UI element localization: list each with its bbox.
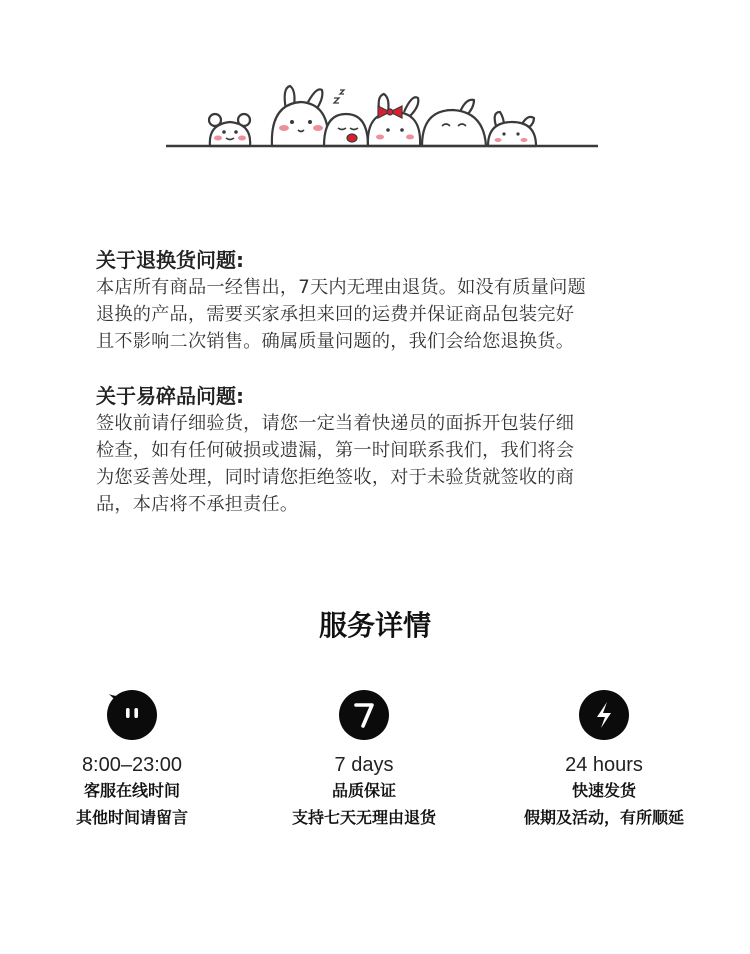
fragile-policy-line: 为您妥善处理，同时请您拒绝签收，对于未验货就签收的商 — [96, 467, 575, 488]
lightning-icon — [579, 690, 629, 740]
service-hours-note: 其他时间请留言 — [75, 808, 188, 827]
service-details-title: 服务详情 — [318, 609, 431, 642]
returns-policy-line: 本店所有商品一经售出，7天内无理由退货。如没有质量问题 — [96, 277, 586, 298]
service-shipping-value: 24 hours — [565, 754, 643, 776]
returns-policy-section — [96, 246, 676, 355]
returns-policy-text — [96, 274, 676, 355]
service-shipping-note: 假期及活动，有所顺延 — [523, 808, 684, 827]
service-quality-label: 品质保证 — [331, 781, 396, 800]
returns-policy-title: 关于退换货问题: — [96, 248, 244, 272]
chat-bubble-icon — [107, 690, 157, 740]
service-hours-label: 客服在线时间 — [83, 781, 180, 800]
service-item-hours — [12, 690, 252, 831]
seven-icon — [339, 690, 389, 740]
service-item-shipping — [484, 690, 724, 831]
bunny-characters-illustration — [166, 82, 598, 150]
returns-policy-line: 退换的产品，需要买家承担来回的运费并保证商品包装完好 — [96, 304, 575, 325]
returns-policy-line: 且不影响二次销售。确属质量问题的，我们会给您退换货。 — [96, 331, 575, 352]
service-item-quality — [244, 690, 484, 831]
fragile-policy-section — [96, 382, 676, 518]
fragile-policy-line: 检查，如有任何破损或遗漏，第一时间联系我们，我们将会 — [96, 440, 575, 461]
service-quality-value: 7 days — [334, 754, 394, 776]
fragile-policy-title: 关于易碎品问题: — [96, 384, 244, 408]
fragile-policy-line: 品，本店将不承担责任。 — [96, 494, 299, 515]
fragile-policy-text — [96, 410, 676, 518]
service-quality-note: 支持七天无理由退货 — [291, 808, 436, 827]
service-shipping-label: 快速发货 — [571, 781, 636, 800]
service-hours-value: 8:00–23:00 — [81, 754, 183, 776]
fragile-policy-line: 签收前请仔细验货，请您一定当着快递员的面拆开包装仔细 — [96, 413, 575, 434]
